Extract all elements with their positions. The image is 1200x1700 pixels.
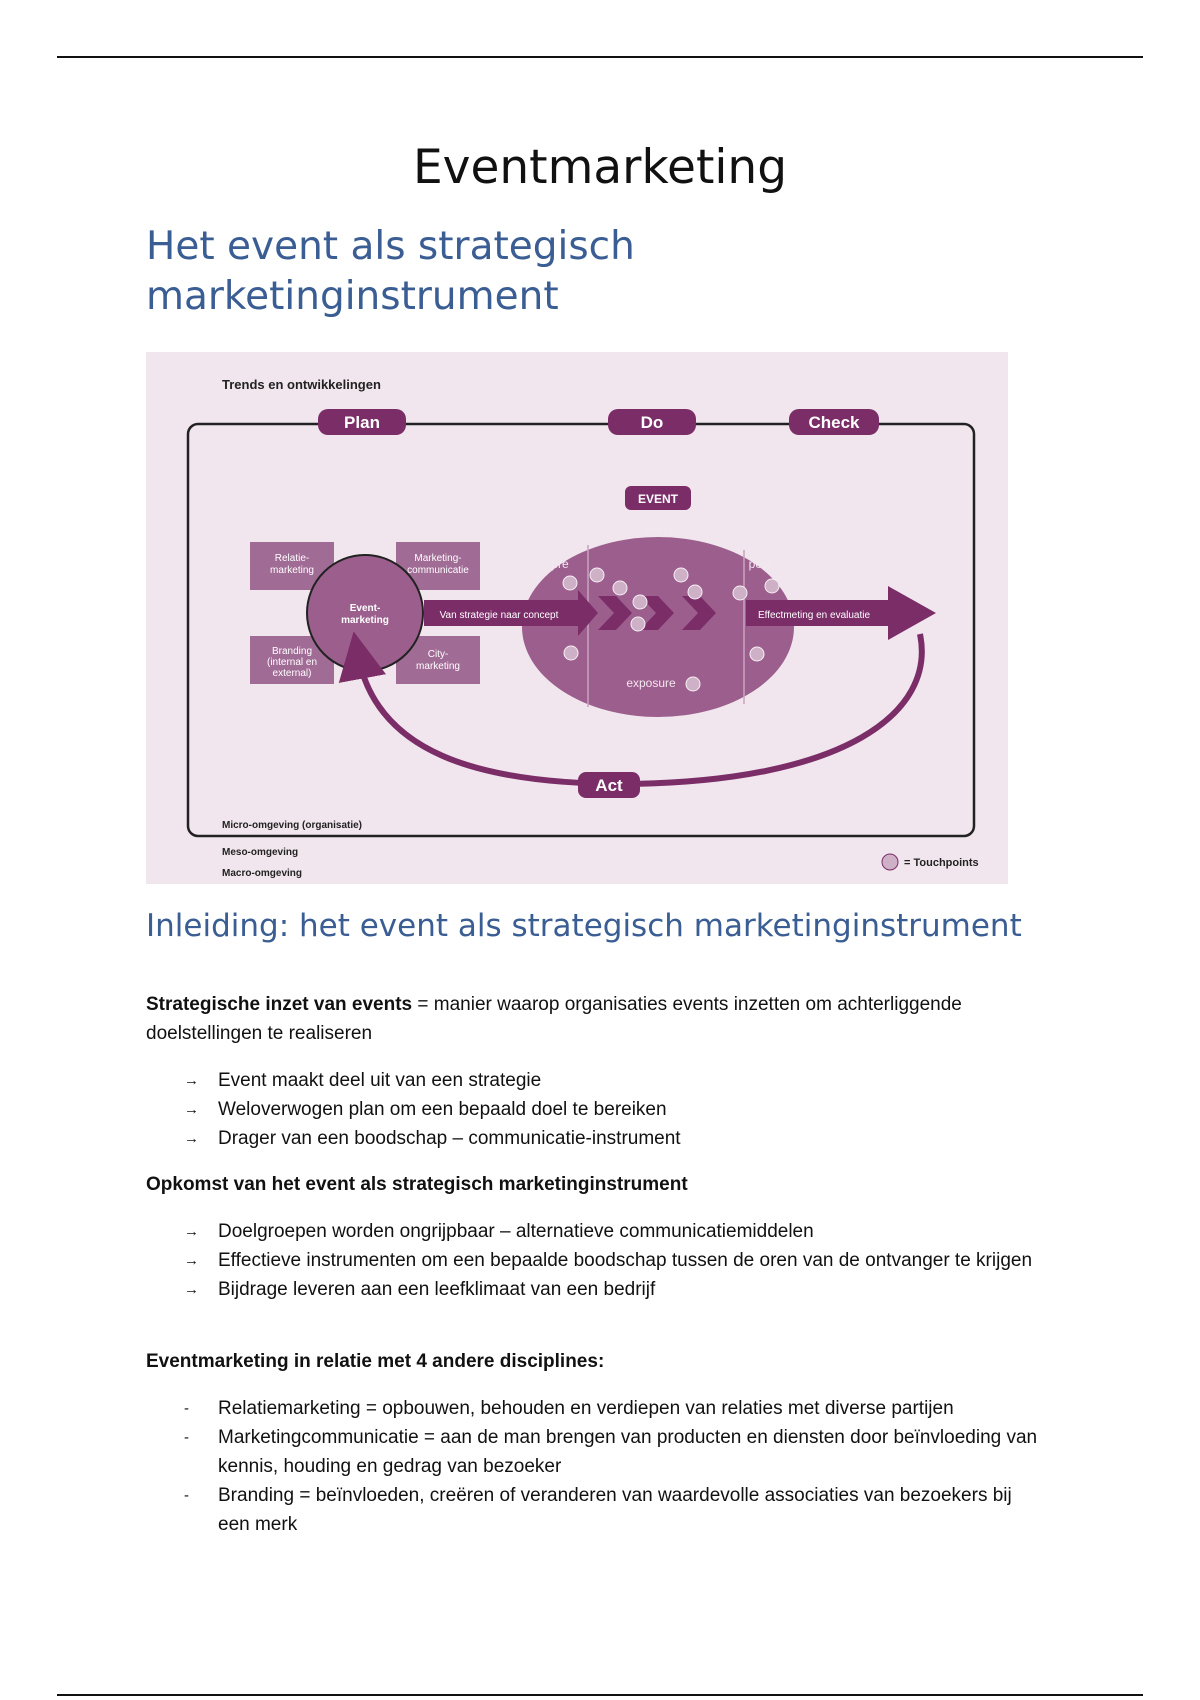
svg-text:marketing: marketing: [341, 615, 389, 626]
subheading-disciplines: Eventmarketing in relatie met 4 andere disciplines:: [146, 1351, 605, 1372]
arrow-marker-icon: →: [184, 1223, 199, 1240]
env-micro: Micro-omgeving (organisatie): [222, 820, 363, 831]
list-item: - Marketingcommunicatie = aan de man brengen van producten en diensten door beïnvloeding van kennis, houding en gedrag van bezoeker: [146, 1423, 1046, 1481]
svg-text:(internal en: (internal en: [266, 657, 318, 668]
arrow-marker-icon: →: [184, 1101, 199, 1118]
svg-text:Marketing-: Marketing-: [414, 553, 462, 564]
list-item: → Weloverwogen plan om een bepaald doel te bereiken: [146, 1095, 1046, 1124]
svg-text:Van strategie naar concept: Van strategie naar concept: [439, 610, 559, 621]
intro-paragraph: [146, 990, 1046, 1048]
phase-act: [578, 772, 640, 798]
svg-text:= Touchpoints: = Touchpoints: [904, 857, 979, 869]
svg-text:City-: City-: [427, 649, 449, 660]
svg-text:Relatie-: Relatie-: [274, 553, 310, 564]
svg-text:Effectmeting en evaluatie: Effectmeting en evaluatie: [757, 610, 871, 621]
svg-text:marketing: marketing: [270, 565, 314, 576]
list-item: → Bijdrage leveren aan een leefklimaat van een bedrijf: [146, 1275, 1046, 1304]
list-item: → Effectieve instrumenten om een bepaalde boodschap tussen de oren van de ontvanger te krijgen: [146, 1246, 1046, 1275]
dash-marker: -: [184, 1487, 189, 1504]
figure-top-label: Trends en ontwikkelingen: [222, 377, 381, 392]
svg-text:exposure: exposure: [626, 676, 676, 690]
phase-do: [608, 409, 696, 435]
svg-text:Act: Act: [595, 776, 623, 795]
phase-check: [789, 409, 879, 435]
list-opkomst-points: [146, 1217, 1046, 1304]
heading-strategic-instrument: Het event als strategisch marketinginstrument: [146, 224, 635, 319]
intro-definition: = manier waarop organisaties events inzetten om achterliggende doelstellingen te realiseren: [146, 994, 962, 1044]
svg-text:Event-: Event-: [349, 603, 381, 614]
dash-marker: -: [184, 1400, 189, 1417]
subheading-opkomst: Opkomst van het event als strategisch marketinginstrument: [146, 1174, 688, 1195]
env-macro: Macro-omgeving: [222, 868, 303, 879]
arrow-marker-icon: →: [184, 1130, 199, 1147]
svg-text:Check: Check: [808, 413, 860, 432]
eventmarketing-circle: [307, 555, 423, 671]
svg-text:post: post: [748, 557, 772, 571]
arrow-marker-icon: →: [184, 1281, 199, 1298]
list-item: → Event maakt deel uit van een strategie: [146, 1066, 1046, 1095]
svg-text:Do: Do: [640, 413, 664, 432]
event-pdca-figure: [146, 352, 1008, 884]
svg-text:Plan: Plan: [344, 413, 380, 432]
dash-marker: -: [184, 1429, 189, 1446]
env-meso: Meso-omgeving: [222, 847, 299, 858]
list-disciplines: [146, 1394, 1046, 1539]
svg-text:external): external): [272, 668, 312, 679]
list-item: → Drager van een boodschap – communicatie-instrument: [146, 1124, 1046, 1153]
list-item: - Relatiemarketing = opbouwen, behouden en verdiepen van relaties met diverse partijen: [146, 1394, 1046, 1423]
svg-text:EVENT: EVENT: [637, 492, 679, 506]
svg-text:communicatie: communicatie: [407, 565, 469, 576]
arrow-marker-icon: →: [184, 1072, 199, 1089]
bottom-rule: [57, 1694, 1143, 1696]
phase-plan: [318, 409, 406, 435]
heading-inleiding: Inleiding: het event als strategisch marketinginstrument: [146, 908, 1022, 944]
list-strategy-points: [146, 1066, 1046, 1153]
touchpoint-legend: [882, 854, 979, 870]
svg-text:direct: direct: [643, 523, 673, 537]
svg-text:Branding: Branding: [271, 646, 313, 657]
intro-term: Strategische inzet van events: [146, 994, 413, 1015]
svg-text:marketing: marketing: [416, 661, 460, 672]
chevrons: [598, 596, 716, 630]
document-title: Eventmarketing: [412, 140, 788, 195]
list-item: → Doelgroepen worden ongrijpbaar – alternatieve communicatiemiddelen: [146, 1217, 1046, 1246]
svg-text:pre: pre: [551, 557, 569, 571]
top-rule: [57, 56, 1143, 58]
event-label-pill: [625, 486, 691, 510]
list-item: - Branding = beïnvloeden, creëren of veranderen van waardevolle associaties van bezoekers bij een merk: [146, 1481, 1046, 1539]
arrow-marker-icon: →: [184, 1252, 199, 1269]
